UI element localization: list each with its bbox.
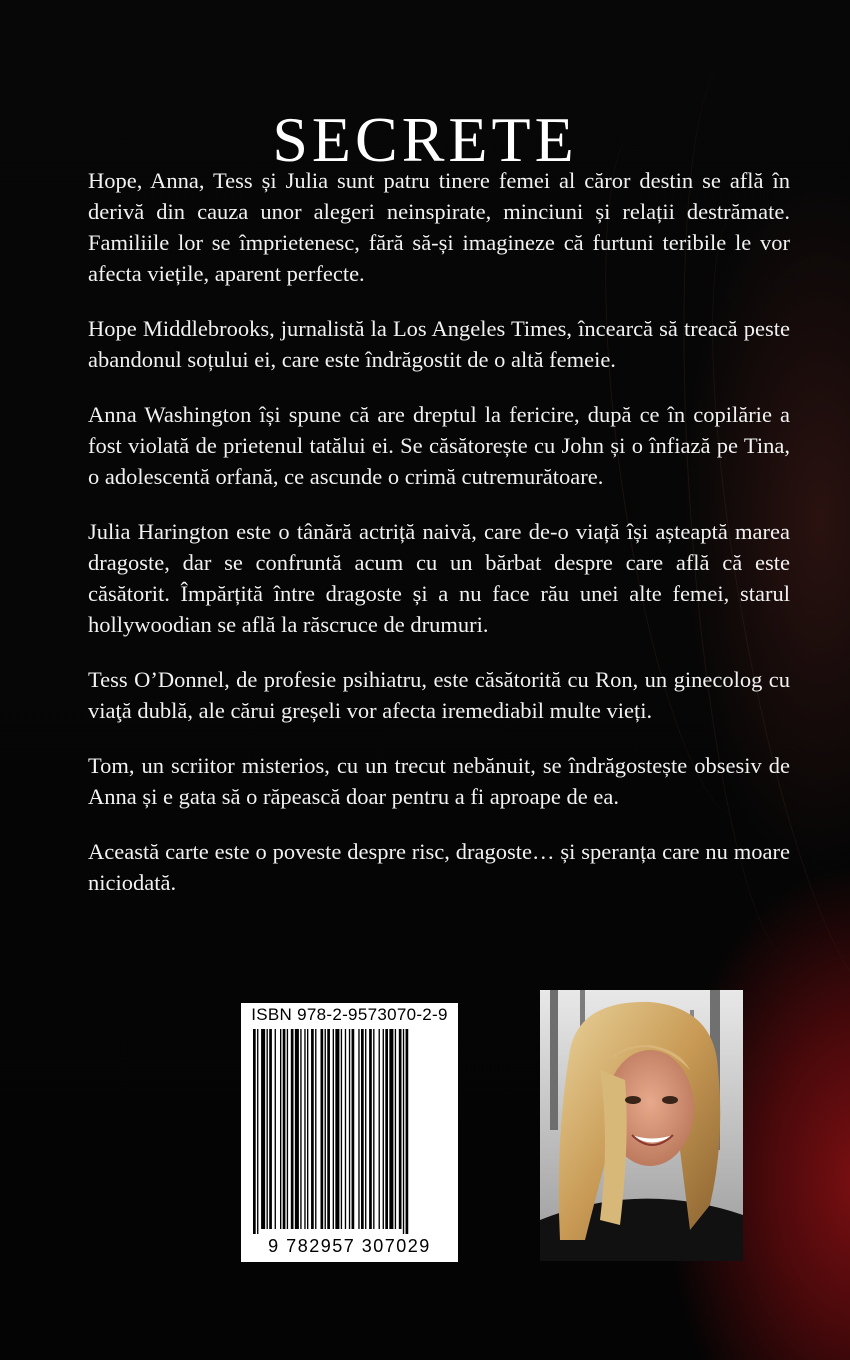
isbn-label: ISBN 978-2-9573070-2-9 xyxy=(251,1005,448,1024)
blurb-paragraph: Hope Middlebrooks, jurnalistă la Los Angeles Times, încearcă să treacă peste abandonul soțului ei, care este îndrăgostit de o altă femeie. xyxy=(88,316,790,372)
isbn-digits: 9 782957 307029 xyxy=(268,1236,431,1256)
blurb-paragraph: Această carte este o poveste despre risc, dragoste… și speranța care nu moare niciodată. xyxy=(88,839,790,895)
book-title: SECRETE xyxy=(272,103,578,175)
isbn-barcode xyxy=(241,1003,458,1262)
blurb-paragraph: Anna Washington își spune că are dreptul la fericire, după ce în copilărie a fost violată de prietenul tatălui ei. Se căsătorește cu John și o înfiază pe Tina, o adolescentă orfană, ce ascunde o crimă cutremurătoare. xyxy=(88,402,790,489)
blurb-paragraph: Hope, Anna, Tess și Julia sunt patru tinere femei al căror destin se află în derivă din cauza unor alegeri neinspirate, minciuni și relații destrămate. Familiile lor se împrietenesc, fără să-și imagineze că furtuni teribile le vor afecta viețile, aparent perfecte. xyxy=(88,168,790,286)
author-photo xyxy=(540,990,743,1261)
author-portrait-icon xyxy=(540,990,743,1261)
blurb-paragraph: Julia Harington este o tânără actriță naivă, care de-o viață își așteaptă marea dragoste, dar se confruntă acum cu un bărbat despre care află că este căsătorit. Împărțită între dragoste și a nu face rău unei alte femei, starul hollywoodian se află la răscruce de drumuri. xyxy=(88,519,790,637)
blurb-paragraph: Tess O’Donnel, de profesie psihiatru, este căsătorită cu Ron, un ginecolog cu viaţă dublă, ale cărui greșeli vor afecta iremediabil multe vieți. xyxy=(88,667,790,723)
blurb xyxy=(88,165,790,922)
barcode-icon xyxy=(249,1029,450,1234)
blurb-paragraph: Tom, un scriitor misterios, cu un trecut nebănuit, se îndrăgostește obsesiv de Anna și e gata să o răpească doar pentru a fi aproape de ea. xyxy=(88,753,790,809)
